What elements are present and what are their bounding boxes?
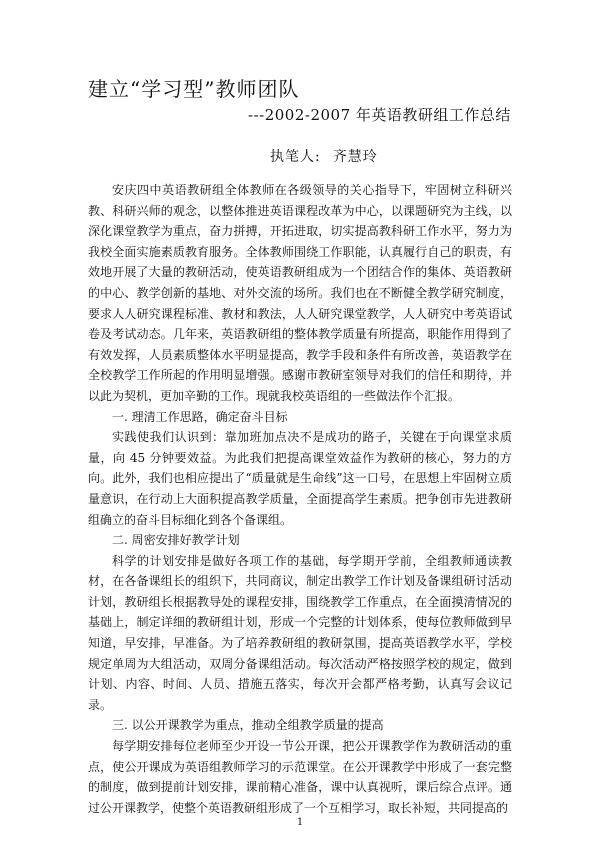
intro-paragraph: 安庆四中英语教研组全体教师在各级领导的关心指导下，牢固树立科研兴教、科研兴师的观念，以整体推进英语课程改革为中心，以课题研究为主线，以深化课堂教学为重点，奋力拼搏，开拓进取，切实提高教科研工作水平，努力为我校全面实施素质教育服务。全体教师围绕工作职能，认真履行自己的职责，有效地开展了大量的教研活动，使英语教研组成为一个团结合作的集体、英语教研的中心、教学创新的基地、对外交流的场所。我们也在不断健全教学研究制度，要求人人研究课程标准、教材和教法，人人研究课堂教学，人人研究中考英语试卷及考试动态。几年来，英语教研组的整体教学质量有所提高，职能作用得到了有效发挥，人员素质整体水平明显提高，教学手段和条件有所改善，英语教学在全校教学工作所起的作用明显增强。感谢市教研室领导对我们的信任和期待，并以此为契机，更加辛勤的工作。现就我校英语组的一些做法作个汇报。 — [88, 183, 512, 403]
section-paragraph: 实践使我们认识到：靠加班加点决不是成功的路子，关键在于向课堂求质量，向 45 分钟要效益。为此我们把提高课堂效益作为教研的核心，努力的方向。此外，我们也相应提出了“质量就是生命线”这一口号，在思想上牢固树立质量意识，在行动上大面积提高教学质量，全面提高学生素质。把争创市先进教研组确立的奋斗目标细化到各个备课组。 — [88, 430, 512, 527]
section-heading: 一. 理清工作思路，确定奋斗目标 — [112, 409, 288, 424]
author-label: 执笔人: — [270, 149, 321, 165]
document-subtitle: ---2002-2007 年英语教研组工作总结 — [248, 106, 511, 124]
author-name: 齐慧玲 — [332, 149, 378, 165]
document-title: 建立“学习型”教师团队 — [88, 77, 300, 101]
section-heading: 二. 周密安排好教学计划 — [112, 533, 240, 548]
section-paragraph: 科学的计划安排是做好各项工作的基础，每学期开学前，全组教师通读教材，在各备课组长的组织下，共同商议，制定出教学工作计划及备课组研讨活动计划，教研组长根据教导处的课程安排，围绕教学工作重点，在全面摸清情况的基础上，制定详细的教研组计划，形成一个完整的计划体系，使每位教师做到早知道，早安排，早准备。为了培养教研组的教研氛围，提高英语教学水平，学校规定单周为大组活动，双周分备课组活动。每次活动严格按照学校的规定，做到计划、内容、时间、人员、措施五落实，每次开会都严格考勤，认真写会议记录。 — [88, 553, 512, 712]
page-number: 1 — [296, 817, 304, 828]
author-line — [270, 147, 378, 167]
section-paragraph: 每学期安排每位老师至少开设一节公开课，把公开课教学作为教研活动的重点，使公开课成为英语组教师学习的示范课堂。在公开课教学中形成了一套完整的制度，做到提前计划安排，课前精心准备，课中认真视听，课后综合点评。通过公开课教学，使整个英语教研组形成了一个互相学习，取长补短，共同提高的 — [88, 739, 512, 815]
section-heading: 三. 以公开课教学为重点，推动全组教学质量的提高 — [112, 718, 384, 733]
document-body — [88, 180, 512, 818]
